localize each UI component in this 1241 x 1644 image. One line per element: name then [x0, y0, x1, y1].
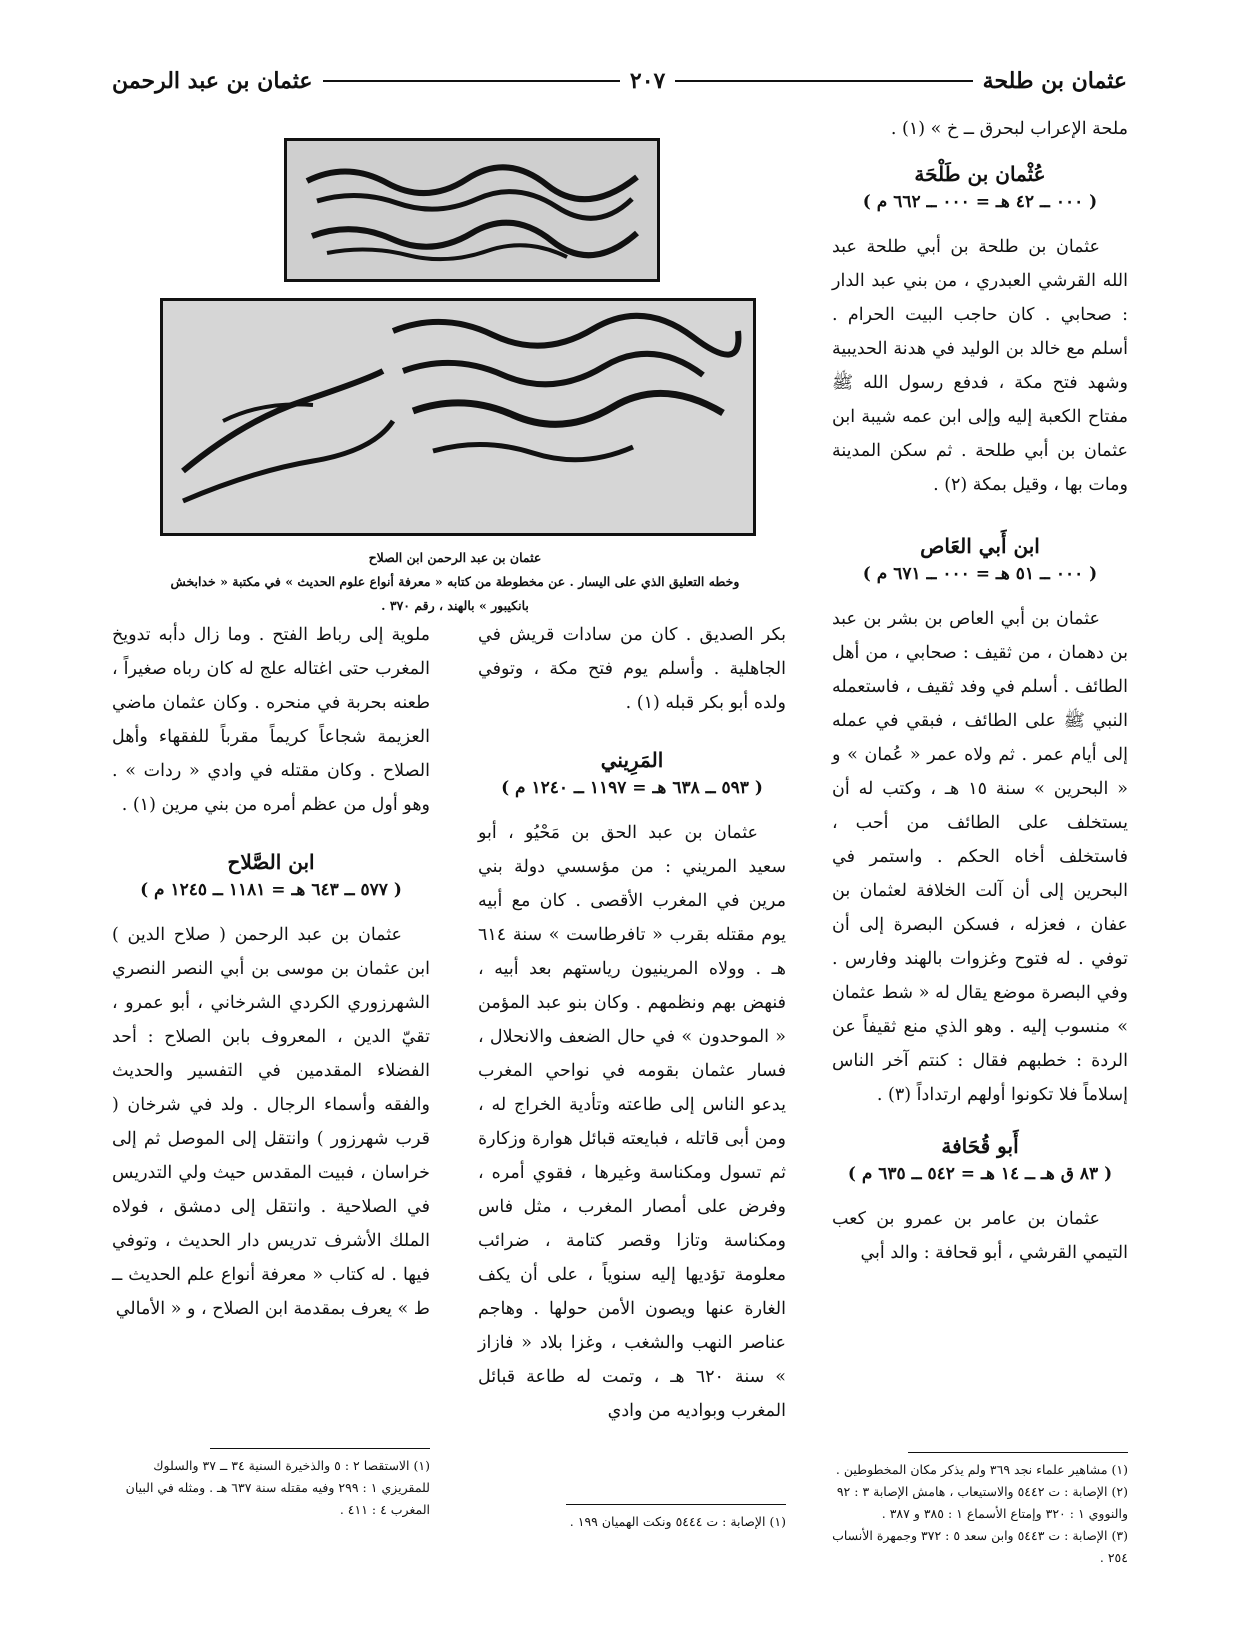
- entry-body-abu-quhafa: عثمان بن عامر بن عمرو بن كعب التيمي القرشي ، أبو قحافة : والد أبي: [832, 1209, 1128, 1263]
- entry-title-uthman-ibn-talha: عُثْمان بن طَلْحَة: [914, 162, 1046, 186]
- header-rule-left: [323, 80, 620, 82]
- middle-column: [478, 618, 786, 1428]
- right-column: [832, 112, 1128, 1270]
- manuscript-image-bottom: [160, 298, 756, 536]
- manuscript-image-top: [284, 138, 660, 282]
- left-carry-over: ملوية إلى رباط الفتح . وما زال دأبه تدويخ المغرب حتى اغتاله علج له كان رباه صغيراً ، طعنه بحربة في منحره . وكان عثمان ماضي العزيمة شجاعاً كريماً مقرباً للفقهاء وأهل الصلاح . وكان مقتله في وادي « ردات » . وهو أول من عظم أمره من بني مرين (١) .: [112, 625, 430, 815]
- manuscript-handwriting-top: [287, 141, 657, 279]
- entry-body-al-marini: عثمان بن عبد الحق بن مَحْيُو ، أبو سعيد المريني : من مؤسسي دولة بني مرين في المغرب الأقصى . كان مع أبيه يوم مقتله بقرب « تافرطاست » سنة ٦١٤ هـ . وولاه المرينيون رياستهم بعد أبيه ، فنهض بهم ونظمهم . وكان بنو عبد المؤمن « الموحدون » في حال الضعف والانحلال ، فسار عثمان بقومه في نواحي المغرب يدعو الناس إلى طاعته وتأدية الخراج له ، ومن أبى قاتله ، فبايعته قبائل هوارة وزكارة ثم تسول ومكناسة وغيرها ، فقوي أمره ، وفرض على أمصار المغرب ، مثل فاس ومكناسة وتازا وقصر كتامة ، ضرائب معلومة تؤديها إليه سنوياً ، على أن يكف الغارة عنها ويصون الأمن حولها . وهاجم عناصر النهب والشغب ، وغزا بلاد « فازاز » سنة ٦٢٠ هـ ، وتمت له طاعة قبائل المغرب وبواديه من وادي: [478, 823, 786, 1421]
- entry-body-ibn-al-salah: عثمان بن عبد الرحمن ( صلاح الدين ) ابن عثمان بن موسى بن أبي النصر النصري الشهرزوري الكردي الشرخاني ، أبو عمرو ، تقيّ الدين ، المعروف بابن الصلاح : أحد الفضلاء المقدمين في التفسير والحديث والفقه وأسماء الرجال . ولد في شرخان ( قرب شهرزور ) وانتقل إلى الموصل ثم إلى خراسان ، فبيت المقدس حيث ولي التدريس في الصلاحية . وانتقل إلى دمشق ، فولاه الملك الأشرف تدريس دار الحديث ، وتوفي فيها . له كتاب « معرفة أنواع علم الحديث ــ ط » يعرف بمقدمة ابن الصلاح ، و « الأمالي: [112, 925, 430, 1319]
- left-column: [112, 618, 430, 1326]
- left-footnote-1: (١) الاستقصا ٢ : ٥ والذخيرة السنية ٣٤ ــ ٣٧ والسلوك للمقريزي ١ : ٢٩٩ وفيه مقتله سنة ٦٣٧ هـ . ومثله في البيان المغرب ٤ : ٤١١ .: [125, 1458, 430, 1517]
- entry-dates-uthman-ibn-talha: ( ٠٠٠ ــ ٤٢ هـ = ٠٠٠ ــ ٦٦٢ م ): [862, 192, 1098, 212]
- header-rule-right: [675, 80, 972, 82]
- middle-carry-over: بكر الصديق . كان من سادات قريش في الجاهلية . وأسلم يوم فتح مكة ، وتوفي ولده أبو بكر قبله (١) .: [478, 625, 786, 713]
- right-carry-over: ملحة الإعراب لبحرق ــ خ » (١) .: [890, 119, 1128, 139]
- caption-text: وخطه التعليق الذي على اليسار . عن مخطوطة من كتابه « معرفة أنواع علوم الحديث » في مكتبة « خدابخش بانكيبور » بالهند ، رقم ٣٧٠ .: [170, 574, 740, 613]
- manuscript-handwriting-bottom: [163, 301, 753, 533]
- entry-body-uthman-ibn-talha: عثمان بن طلحة بن أبي طلحة عبد الله القرشي العبدري ، من بني عبد الدار : صحابي . كان حاجب البيت الحرام . أسلم مع خالد بن الوليد في هدنة الحديبية وشهد فتح مكة ، فدفع رسول الله ﷺ مفتاح الكعبة إليه وإلى ابن عمه شيبة ابن عثمان بن أبي طلحة . ثم سكن المدينة ومات بها ، وقيل بمكة (٢) .: [832, 237, 1128, 495]
- entry-title-ibn-abi-al-as: ابن أَبي العَاص: [920, 534, 1040, 558]
- caption-title: عثمان بن عبد الرحمن ابن الصلاح: [368, 550, 542, 565]
- footnote-rule: [908, 1452, 1128, 1453]
- entry-dates-al-marini: ( ٥٩٣ ــ ٦٣٨ هـ = ١١٩٧ ــ ١٢٤٠ م ): [501, 778, 763, 798]
- entry-body-ibn-abi-al-as: عثمان بن أبي العاص بن بشر بن عبد بن دهمان ، من ثقيف : صحابي ، من أهل الطائف . أسلم في وفد ثقيف ، فاستعمله النبي ﷺ على الطائف ، فبقي في عمله إلى أيام عمر . ثم ولاه عمر « عُمان » و « البحرين » سنة ١٥ هـ ، وكتب له أن يستخلف على الطائف من أحب ، فاستخلف أخاه الحكم . واستمر في البحرين إلى أن آلت الخلافة لعثمان بن عفان ، فعزله ، فسكن البصرة إلى أن توفي . له فتوح وغزوات بالهند وفارس . وفي البصرة موضع يقال له « شط عثمان » منسوب إليه . وهو الذي منع ثقيفاً عن الردة : خطبهم فقال : كنتم آخر الناس إسلاماً فلا تكونوا أولهم ارتداداً (٣) .: [832, 609, 1128, 1105]
- entry-dates-ibn-abi-al-as: ( ٠٠٠ ــ ٥١ هـ = ٠٠٠ ــ ٦٧١ م ): [862, 564, 1098, 584]
- entry-title-abu-quhafa: أَبو قُحَافة: [941, 1134, 1019, 1158]
- right-footnotes: [832, 1442, 1128, 1569]
- running-header: [112, 64, 1127, 98]
- entry-title-al-marini: المَرِيني: [600, 748, 664, 772]
- footnote-rule: [210, 1448, 430, 1449]
- footnote-2: (٢) الإصابة : ت ٥٤٤٢ والاستيعاب ، هامش الإصابة ٣ : ٩٢ والنووي ١ : ٣٢٠ وإمتاع الأسماع ١ : ٣٨٥ و ٣٨٧ .: [836, 1484, 1128, 1521]
- footnote-3: (٣) الإصابة : ت ٥٤٤٣ وابن سعد ٥ : ٣٧٢ وجمهرة الأنساب ٢٥٤ .: [832, 1528, 1128, 1565]
- header-right-title: عثمان بن طلحة: [982, 68, 1127, 94]
- footnote-1: (١) مشاهير علماء نجد ٣٦٩ ولم يذكر مكان المخطوطين .: [835, 1462, 1128, 1477]
- manuscript-caption: [150, 546, 760, 618]
- entry-dates-abu-quhafa: ( ٨٣ ق هـ ــ ١٤ هـ = ٥٤٢ ــ ٦٣٥ م ): [847, 1164, 1113, 1184]
- page-number: ٢٠٧: [629, 68, 666, 94]
- middle-footnotes: [478, 1494, 786, 1533]
- middle-footnote-1: (١) الإصابة : ت ٥٤٤٤ ونكت الهميان ١٩٩ .: [569, 1514, 786, 1529]
- footnote-rule: [566, 1504, 786, 1505]
- entry-title-ibn-al-salah: ابن الصَّلاح: [227, 850, 315, 874]
- left-footnotes: [112, 1438, 430, 1521]
- header-left-title: عثمان بن عبد الرحمن: [112, 68, 313, 94]
- entry-dates-ibn-al-salah: ( ٥٧٧ ــ ٦٤٣ هـ = ١١٨١ ــ ١٢٤٥ م ): [140, 880, 402, 900]
